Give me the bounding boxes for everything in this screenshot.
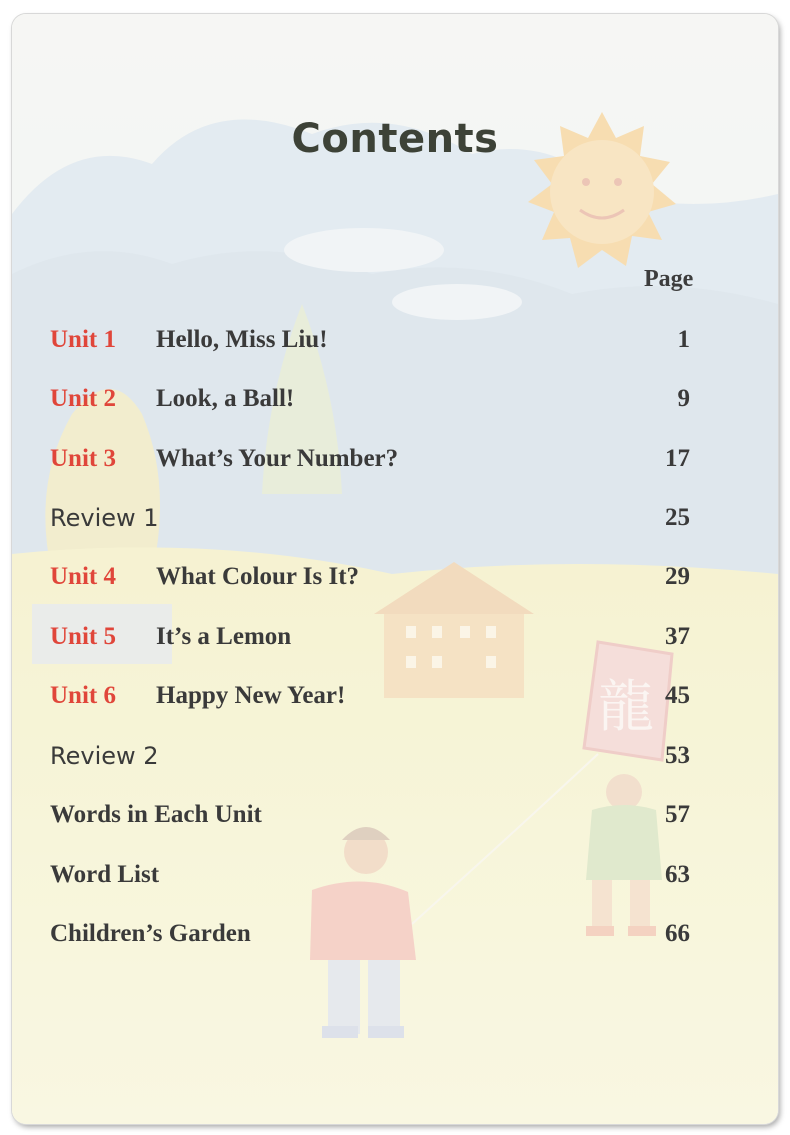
entry-title: Hello, Miss Liu! — [156, 326, 328, 353]
toc-entry[interactable] — [50, 326, 690, 366]
entry-title: What’s Your Number? — [156, 445, 399, 472]
entry-title: Words in Each Unit — [50, 801, 262, 828]
page-number: 1 — [677, 326, 690, 353]
unit-label: Unit 5 — [50, 623, 116, 650]
unit-label: Unit 4 — [50, 563, 116, 590]
toc-entry[interactable] — [50, 563, 690, 603]
toc-entry[interactable] — [50, 742, 690, 782]
kite-character: 龍 — [598, 675, 654, 740]
entry-title: Review 2 — [50, 742, 159, 770]
entry-title: Look, a Ball! — [156, 385, 295, 412]
page-number: 53 — [665, 742, 690, 769]
page-number: 9 — [677, 385, 690, 412]
page-number: 66 — [665, 920, 690, 947]
entry-title: What Colour Is It? — [156, 563, 360, 590]
toc-entry[interactable] — [50, 445, 690, 485]
entry-title: Review 1 — [50, 504, 159, 532]
page-number: 17 — [665, 445, 690, 472]
contents-page — [12, 14, 778, 1124]
table-of-contents — [12, 14, 778, 1124]
page-number: 45 — [665, 682, 690, 709]
entry-title: Word List — [50, 861, 160, 888]
unit-label: Unit 2 — [50, 385, 116, 412]
unit-label: Unit 6 — [50, 682, 116, 709]
toc-entry[interactable] — [50, 861, 690, 901]
toc-entry[interactable] — [50, 385, 690, 425]
toc-entry[interactable] — [50, 504, 690, 544]
page-number: 57 — [665, 801, 690, 828]
unit-label: Unit 1 — [50, 326, 116, 353]
entry-title: Happy New Year! — [156, 682, 346, 709]
entry-title: Children’s Garden — [50, 920, 251, 947]
page-number: 25 — [665, 504, 690, 531]
toc-entry[interactable] — [50, 801, 690, 841]
entry-title: It’s a Lemon — [156, 623, 292, 650]
page-title: Contents — [291, 116, 499, 162]
page-number: 37 — [665, 623, 690, 650]
page-number: 29 — [665, 563, 690, 590]
unit-label: Unit 3 — [50, 445, 116, 472]
toc-entry[interactable] — [50, 623, 690, 663]
page-column-label: Page — [644, 266, 694, 292]
toc-entry[interactable] — [50, 682, 690, 722]
page-number: 63 — [665, 861, 690, 888]
toc-entry[interactable] — [50, 920, 690, 960]
